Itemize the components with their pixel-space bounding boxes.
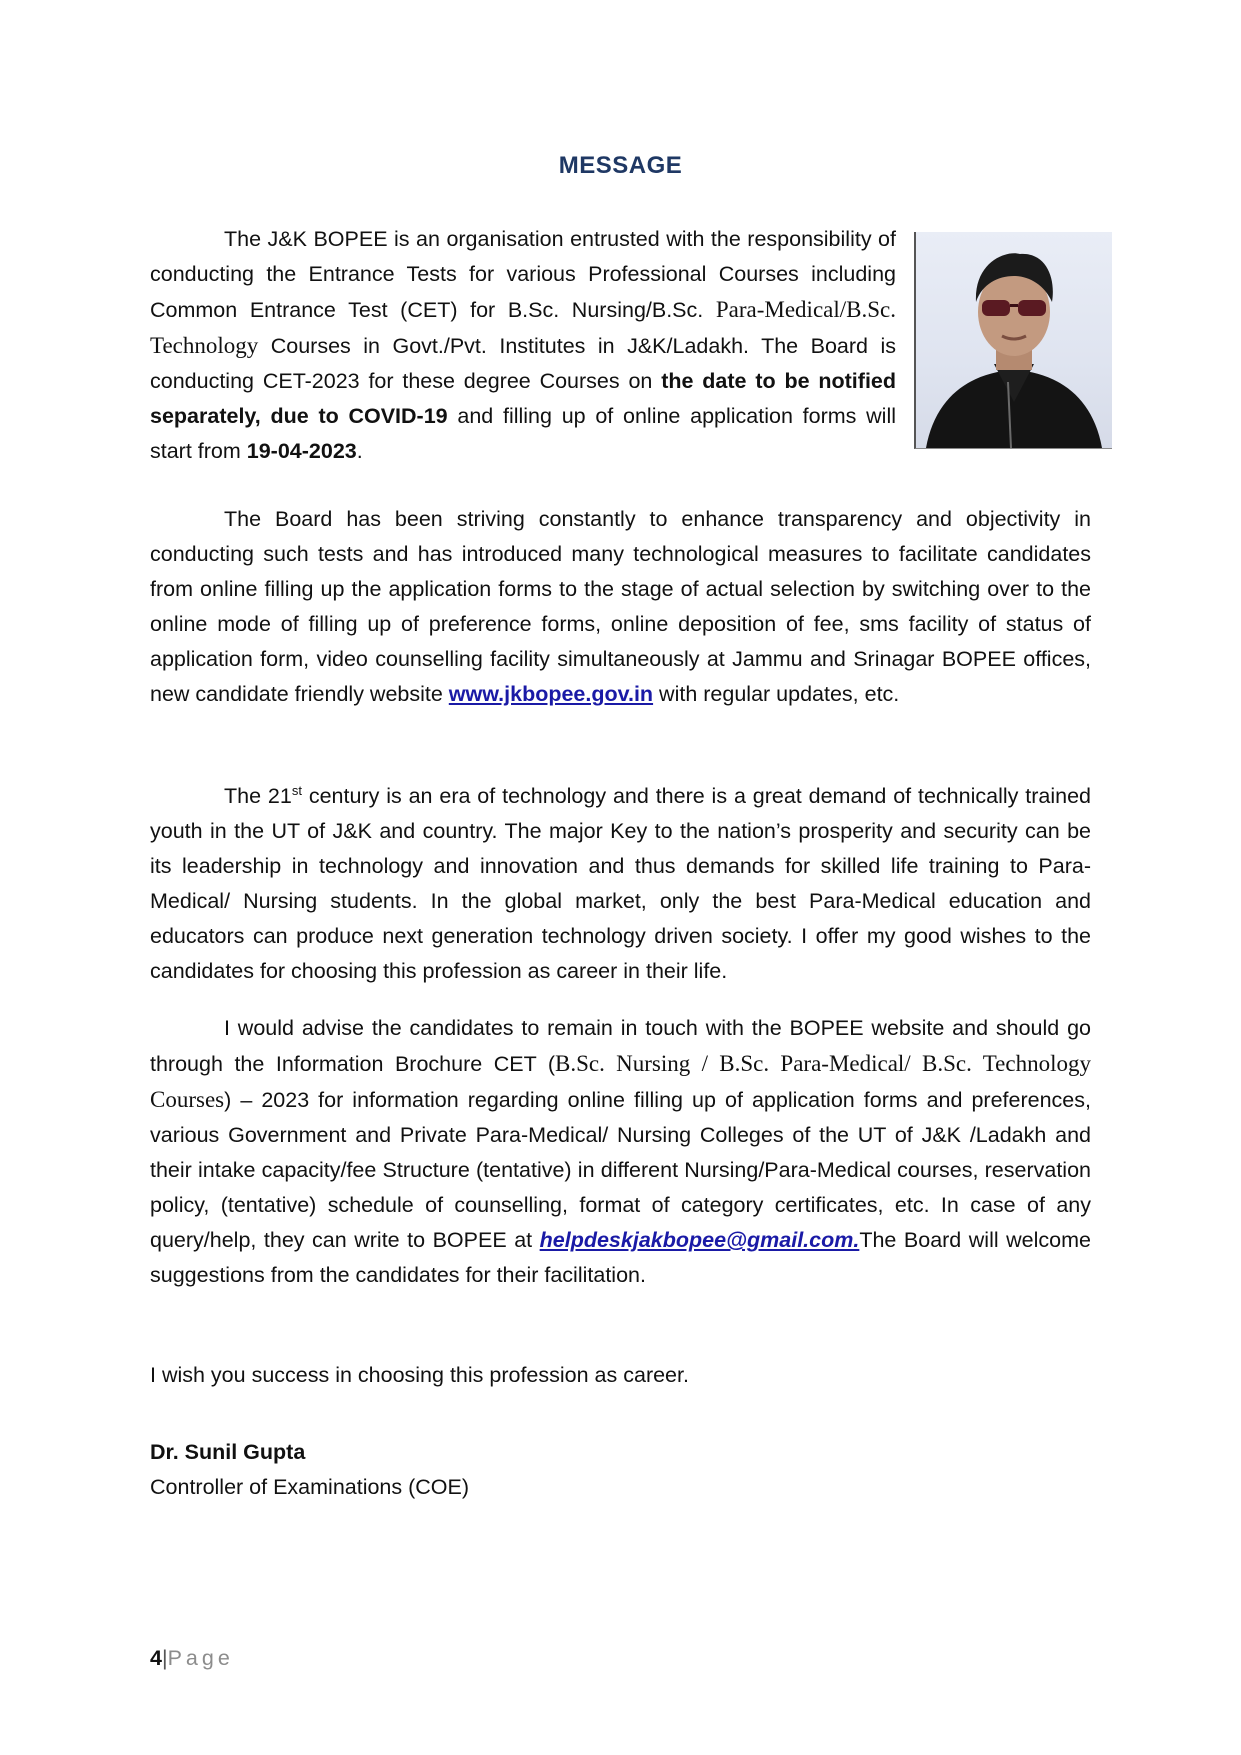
- portrait-figure: [916, 232, 1112, 448]
- portrait-photo: [914, 232, 1112, 449]
- paragraph-advice: [150, 1011, 1091, 1293]
- p3-superscript: st: [291, 783, 302, 798]
- page-separator: |: [161, 1646, 168, 1670]
- p1-text-d: .: [356, 439, 363, 463]
- signatory-title: Controller of Examinations (COE): [150, 1475, 470, 1499]
- p1-text-c: and filling up of online application forms will start from: [150, 404, 896, 463]
- p4-text-c: The Board will welcome suggestions from the candidates for their facilitation.: [150, 1228, 1091, 1287]
- page-title: MESSAGE: [558, 152, 683, 179]
- page-label: Page: [167, 1646, 234, 1670]
- signatory-name: Dr. Sunil Gupta: [150, 1440, 306, 1464]
- closing-wish: I wish you success in choosing this profession as career.: [150, 1363, 689, 1387]
- p4-serif-courses: B.Sc. Nursing / B.Sc. Para-Medical/ B.Sc. Technology Courses: [150, 1051, 1091, 1112]
- p4-text-a: I would advise the candidates to remain in touch with the BOPEE website and should go through the Information Brochure CET (: [150, 1016, 1091, 1076]
- helpdesk-email-link[interactable]: helpdeskjakbopee@gmail.com.: [539, 1228, 860, 1252]
- p4-text-b: ) – 2023 for information regarding online filling up of application forms and preferences, various Government and Private Para-Medical/ Nursing Colleges of the UT of J&K /Ladakh and their intake capacity/fee Structure (tentative) in different Nursing/Para-Medical courses, reservation policy, (tentative) schedule of counselling, format of category certificates, etc. In case of any query/help, they can write to BOPEE at: [150, 1088, 1091, 1252]
- page-footer: [150, 1646, 234, 1671]
- website-link[interactable]: www.jkbopee.gov.in: [448, 682, 654, 706]
- p2-text-a: The Board has been striving constantly to enhance transparency and objectivity in conducting such tests and has introduced many technological measures to facilitate candidates from online filling up the application forms to the stage of actual selection by switching over to the online mode of filling up of preference forms, online deposition of fee, sms facility of status of application form, video counselling facility simultaneously at Jammu and Srinagar BOPEE offices, new candidate friendly website: [150, 507, 1091, 706]
- p1-serif-courses: Para-Medical/B.Sc. Technology: [150, 297, 896, 358]
- p3-text-a: The 21: [224, 784, 292, 809]
- paragraph-board-measures: [150, 502, 1091, 712]
- p1-text-a: The J&K BOPEE is an organisation entrusted with the responsibility of conducting the Entrance Tests for various Professional Courses including Common Entrance Test (CET) for B.Sc. Nursing/B.Sc.: [150, 227, 896, 322]
- p2-text-b: with regular updates, etc.: [653, 682, 900, 706]
- paragraph-intro: [150, 222, 896, 469]
- p1-text-b: Courses in Govt./Pvt. Institutes in J&K/Ladakh. The Board is conducting CET-2023 for these degree Courses on: [150, 334, 896, 393]
- p3-text-b: century is an era of technology and there is a great demand of technically trained youth in the UT of J&K and country. The major Key to the nation’s prosperity and security can be its leadership in technology and innovation and thus demands for skilled life training to Para-Medical/ Nursing students. In the global market, only the best Para-Medical education and educators can produce next generation technology driven society. I offer my good wishes to the candidates for choosing this profession as career in their life.: [150, 784, 1091, 984]
- page-number: 4: [150, 1646, 162, 1670]
- paragraph-21st-century: [150, 773, 1091, 989]
- p1-bold-start-date: 19-04-2023: [246, 439, 357, 463]
- p1-bold-date: the date to be notified separately, due to COVID-19: [150, 369, 897, 428]
